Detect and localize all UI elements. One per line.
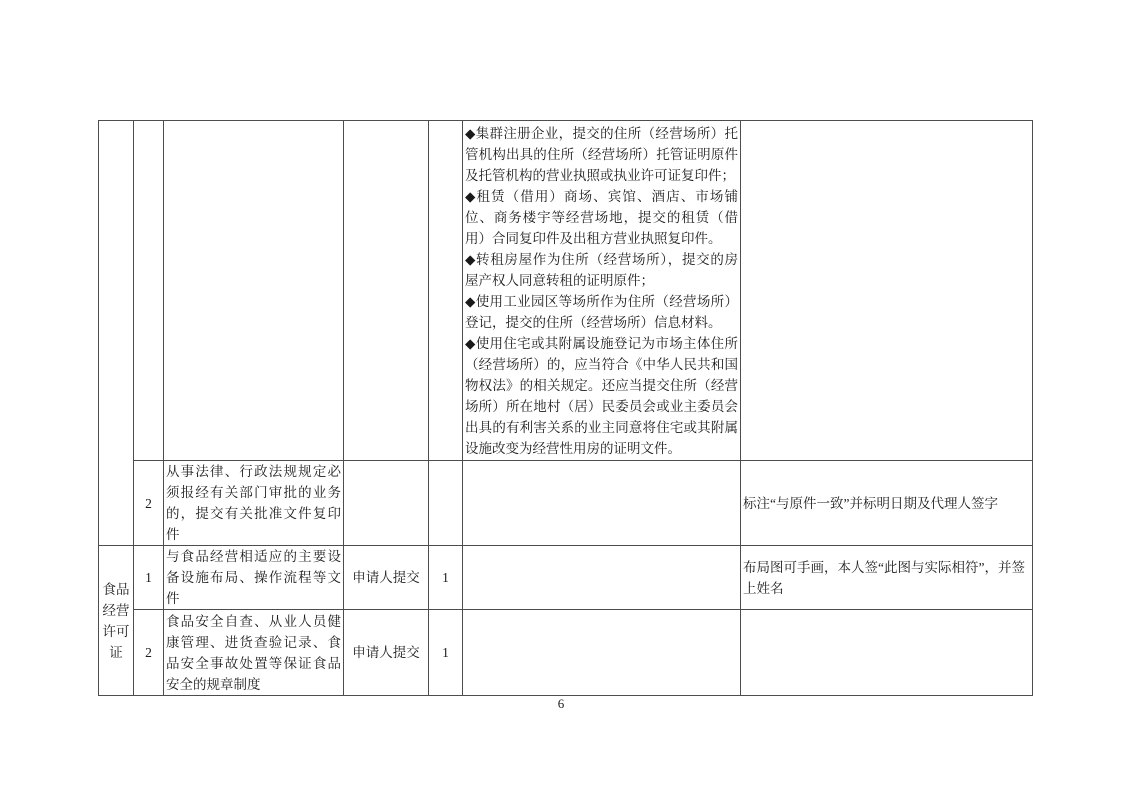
requirements-cell — [463, 121, 741, 461]
notes-cell — [741, 121, 1033, 461]
requirement-paragraph: ◆转租房屋作为住所（经营场所），提交的房屋产权人同意转租的证明原件； — [465, 251, 738, 288]
seq-cell: 1 — [134, 546, 164, 610]
material-cell: 从事法律、行政法规规定必须报经有关部门审批的业务的，提交有关批准文件复印件 — [164, 461, 344, 546]
category-cell — [99, 121, 134, 546]
requirements-cell — [463, 610, 741, 696]
quantity-cell: 1 — [429, 610, 463, 696]
quantity-cell — [429, 121, 463, 461]
page-number: 6 — [557, 696, 565, 711]
submission-cell: 申请人提交 — [344, 610, 429, 696]
requirement-paragraph: ◆使用工业园区等场所作为住所（经营场所）登记，提交的住所（经营场所）信息材料。 — [465, 293, 738, 330]
table-row — [99, 121, 1033, 461]
document-table — [98, 120, 1033, 696]
submission-cell — [344, 121, 429, 461]
material-cell: 食品安全自查、从业人员健康管理、进货查验记录、食品安全事故处置等保证食品安全的规章制度 — [164, 610, 344, 696]
seq-cell — [134, 121, 164, 461]
quantity-cell — [429, 461, 463, 546]
seq-cell: 2 — [134, 610, 164, 696]
requirement-paragraph: ◆租赁（借用）商场、宾馆、酒店、市场铺位、商务楼宇等经营场地，提交的租赁（借用）合同复印件及出租方营业执照复印件。 — [465, 188, 738, 246]
notes-cell: 布局图可手画，本人签“此图与实际相符”，并签上姓名 — [741, 546, 1033, 610]
table-row — [99, 610, 1033, 696]
requirement-paragraph: ◆使用住宅或其附属设施登记为市场主体住所（经营场所）的，应当符合《中华人民共和国物权法》的相关规定。还应当提交住所（经营场所）所在地村（居）民委员会或业主委员会出具的有利害关系的业主同意将住宅或其附属设施改变为经营性用房的证明文件。 — [465, 335, 738, 456]
table-row — [99, 546, 1033, 610]
table-row — [99, 461, 1033, 546]
category-cell-food-license: 食品经营许可证 — [99, 546, 134, 696]
notes-cell: 标注“与原件一致”并标明日期及代理人签字 — [741, 461, 1033, 546]
quantity-cell: 1 — [429, 546, 463, 610]
material-cell: 与食品经营相适应的主要设备设施布局、操作流程等文件 — [164, 546, 344, 610]
submission-cell: 申请人提交 — [344, 546, 429, 610]
requirement-paragraph: ◆集群注册企业，提交的住所（经营场所）托管机构出具的住所（经营场所）托管证明原件及托管机构的营业执照或执业许可证复印件； — [465, 125, 738, 183]
requirements-cell — [463, 461, 741, 546]
requirements-cell — [463, 546, 741, 610]
notes-cell — [741, 610, 1033, 696]
seq-cell: 2 — [134, 461, 164, 546]
submission-cell — [344, 461, 429, 546]
material-cell — [164, 121, 344, 461]
